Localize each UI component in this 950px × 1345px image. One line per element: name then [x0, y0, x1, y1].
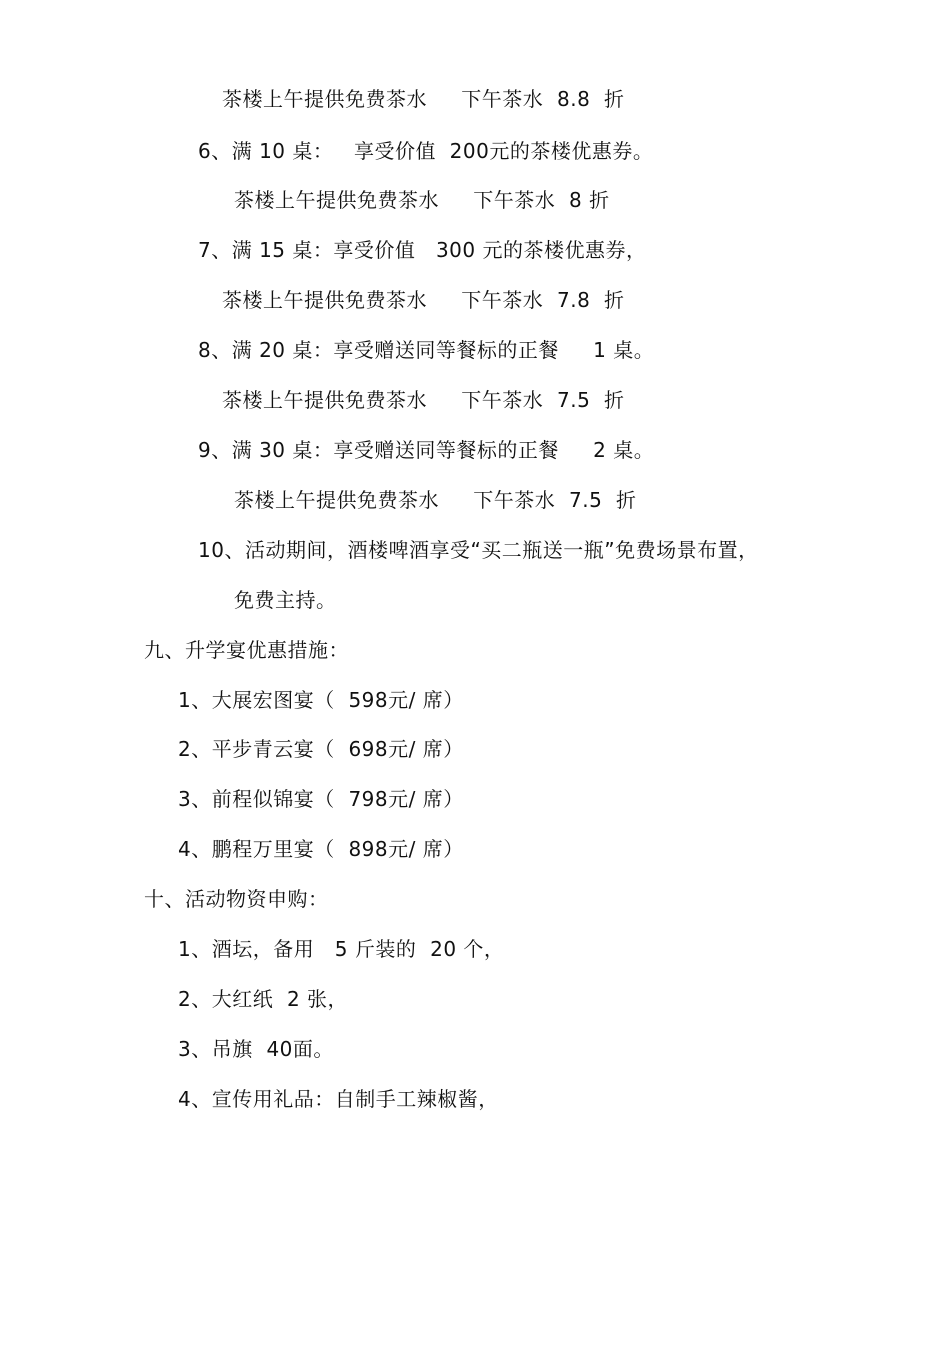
list-item-10: 10、活动期间，酒楼啤酒享受“买二瓶送一瓶”免费场景布置，	[198, 538, 759, 562]
list-item-7: 7、满 15 桌：享受价值 300 元的茶楼优惠券，	[198, 238, 647, 262]
supply-item-3: 3、吊旗 40面。	[178, 1037, 334, 1061]
supply-item-4: 4、宣传用礼品：自制手工辣椒酱，	[178, 1087, 499, 1111]
text-line-tea-8: 茶楼上午提供免费茶水 下午茶水 8 折	[234, 188, 610, 212]
banquet-item-4: 4、鹏程万里宴（ 898元/ 席）	[178, 837, 464, 861]
banquet-item-2: 2、平步青云宴（ 698元/ 席）	[178, 737, 464, 761]
supply-item-2: 2、大红纸 2 张，	[178, 987, 349, 1011]
section-heading-10: 十、活动物资申购：	[144, 887, 329, 911]
text-line-tea-7-8: 茶楼上午提供免费茶水 下午茶水 7.8 折	[222, 288, 625, 312]
section-heading-9: 九、升学宴优惠措施：	[144, 638, 349, 662]
text-line-tea-8-8: 茶楼上午提供免费茶水 下午茶水 8.8 折	[222, 87, 625, 111]
banquet-item-3: 3、前程似锦宴（ 798元/ 席）	[178, 787, 464, 811]
list-item-8: 8、满 20 桌：享受赠送同等餐标的正餐 1 桌。	[198, 338, 655, 362]
list-item-6: 6、满 10 桌： 享受价值 200元的茶楼优惠券。	[198, 139, 654, 163]
text-line-tea-7-5-a: 茶楼上午提供免费茶水 下午茶水 7.5 折	[222, 388, 625, 412]
banquet-item-1: 1、大展宏图宴（ 598元/ 席）	[178, 688, 464, 712]
supply-item-1: 1、酒坛，备用 5 斤装的 20 个，	[178, 937, 505, 961]
text-line-free-host: 免费主持。	[234, 588, 337, 612]
text-line-tea-7-5-b: 茶楼上午提供免费茶水 下午茶水 7.5 折	[234, 488, 637, 512]
list-item-9: 9、满 30 桌：享受赠送同等餐标的正餐 2 桌。	[198, 438, 655, 462]
